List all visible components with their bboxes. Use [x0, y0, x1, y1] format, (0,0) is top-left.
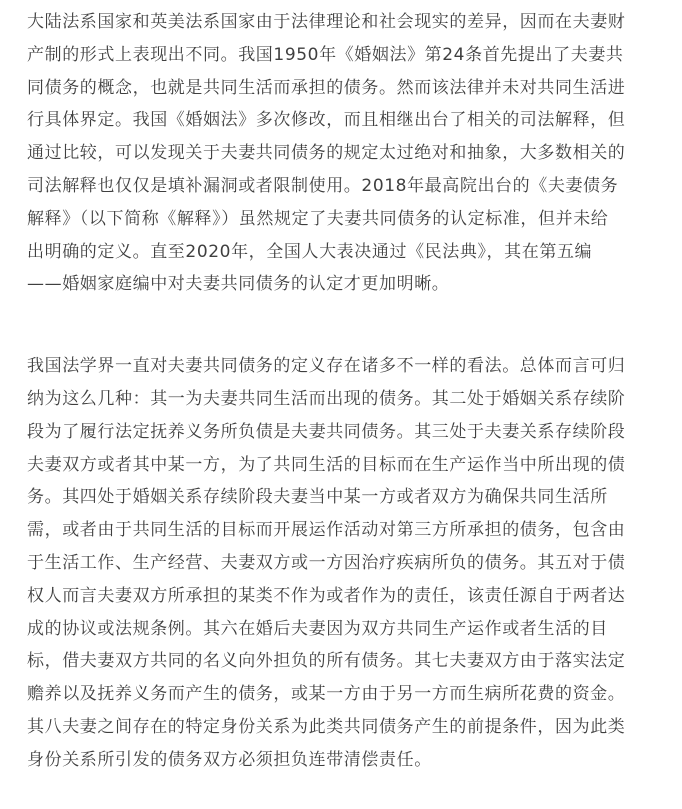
text-line: 需，或者由于共同生活的目标而开展运作活动对第三方所承担的债务，包含由	[27, 520, 626, 541]
article-body	[27, 6, 655, 777]
paragraph-2	[27, 350, 655, 776]
text-line: 产制的形式上表现出不同。我国1950年《婚姻法》第24条首先提出了夫妻共	[27, 44, 624, 65]
text-line: 夫妻双方或者其中某一方，为了共同生活的目标而在生产运作当中所出现的债	[27, 454, 626, 475]
text-line: ——婚姻家庭编中对夫妻共同债务的认定才更加明晰。	[27, 274, 450, 295]
text-line: 赡养以及抚养义务而产生的债务，或某一方由于另一方而生病所花费的资金。	[27, 684, 626, 705]
paragraph-1	[27, 6, 655, 301]
text-line: 于生活工作、生产经营、夫妻双方或一方因治疗疾病所负的债务。其五对于债	[27, 552, 626, 573]
text-line: 其八夫妻之间存在的特定身份关系为此类共同债务产生的前提条件，因为此类	[27, 716, 626, 737]
text-line: 标，借夫妻双方共同的名义向外担负的所有债务。其七夫妻双方由于落实法定	[27, 651, 626, 672]
text-line: 解释》（以下简称《解释》）虽然规定了夫妻共同债务的认定标准，但并未给	[27, 208, 609, 229]
text-line: 通过比较，可以发现关于夫妻共同债务的规定太过绝对和抽象，大多数相关的	[27, 143, 626, 164]
text-line: 身份关系所引发的债务双方必须担负连带清偿责任。	[27, 749, 432, 770]
paragraph-spacer	[27, 301, 655, 350]
text-line: 同债务的概念，也就是共同生活而承担的债务。然而该法律并未对共同生活进	[27, 77, 626, 98]
text-line: 我国法学界一直对夫妻共同债务的定义存在诸多不一样的看法。总体而言可归	[27, 356, 626, 377]
text-line: 段为了履行法定抚养义务所负债是夫妻共同债务。其三处于夫妻关系存续阶段	[27, 421, 626, 442]
text-line: 成的协议或法规条例。其六在婚后夫妻因为双方共同生产运作或者生活的目	[27, 618, 608, 639]
text-line: 权人而言夫妻双方所承担的某类不作为或者作为的责任，该责任源自于两者达	[27, 585, 626, 606]
text-line: 纳为这么几种：其一为夫妻共同生活而出现的债务。其二处于婚姻关系存续阶	[27, 388, 626, 409]
text-line: 司法解释也仅仅是填补漏洞或者限制使用。2018年最高院出台的《夫妻债务	[27, 175, 619, 196]
text-line: 大陆法系国家和英美法系国家由于法律理论和社会现实的差异，因而在夫妻财	[27, 12, 626, 32]
text-line: 务。其四处于婚姻关系存续阶段夫妻当中某一方或者双方为确保共同生活所	[27, 487, 608, 508]
text-line: 行具体界定。我国《婚姻法》多次修改，而且相继出台了相关的司法解释，但	[27, 110, 626, 131]
text-line: 出明确的定义。直至2020年，全国人大表决通过《民法典》，其在第五编	[27, 241, 593, 262]
